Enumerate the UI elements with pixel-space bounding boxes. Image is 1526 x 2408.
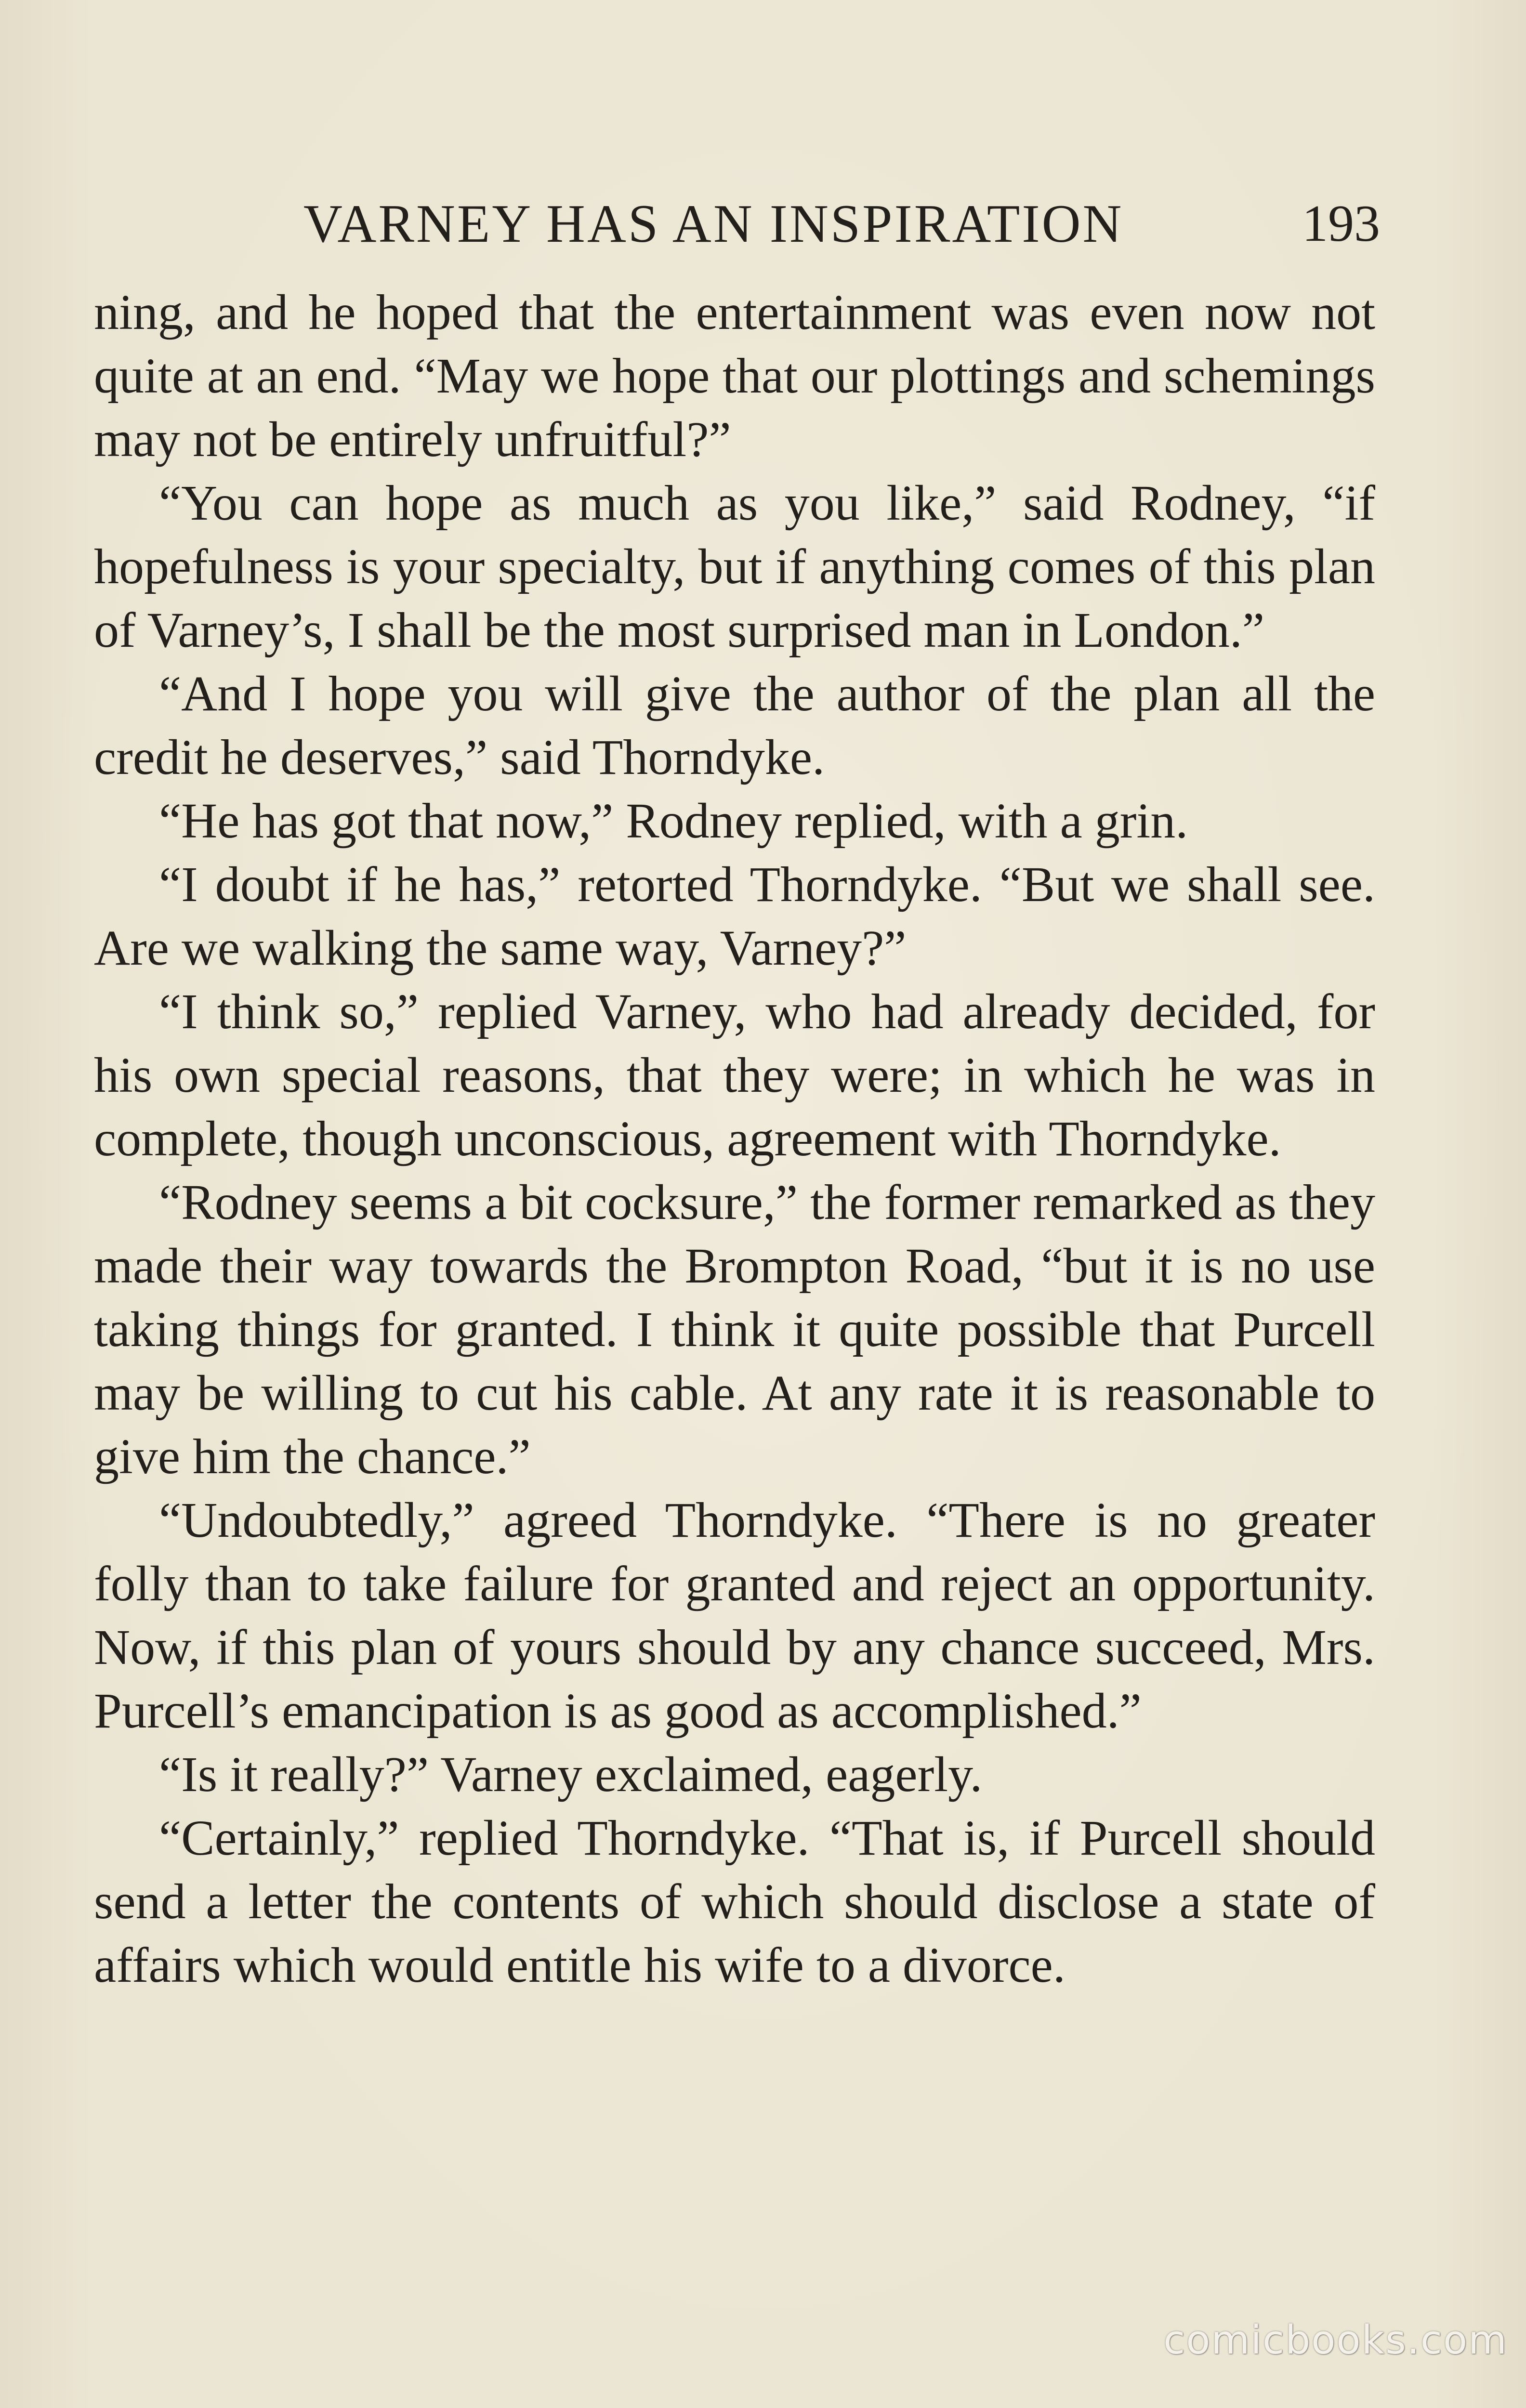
- running-head-title: VARNEY HAS AN INSPIRATION: [303, 194, 1124, 254]
- page-number: 193: [1302, 195, 1380, 252]
- site-watermark: comicbooks.com: [1163, 2317, 1508, 2363]
- paragraph: ning, and he hoped that the entertainment was even now not quite at an end. “May we hope that our plottings and schemings may not be entirely unfruitful?”: [94, 285, 1375, 467]
- paragraph: “Is it really?” Varney exclaimed, eagerly.: [159, 1747, 983, 1802]
- paragraph: “I doubt if he has,” retorted Thorndyke. “But we shall see. Are we walking the same way, Varney?”: [94, 857, 1375, 976]
- paragraph: “Rodney seems a bit cocksure,” the former remarked as they made their way towards the Brompton Road, “but it is no use taking things for granted. I think it quite possible that Purcell may be willing to cut his cable. At any rate it is reasonable to give him the chance.”: [94, 1175, 1375, 1484]
- paragraph: “I think so,” replied Varney, who had already decided, for his own special reasons, that they were; in which he was in complete, though unconscious, agreement with Thorndyke.: [94, 984, 1375, 1166]
- paragraph: “And I hope you will give the author of the plan all the credit he deserves,” said Thorndyke.: [94, 666, 1375, 785]
- paragraph: “You can hope as much as you like,” said Rodney, “if hopefulness is your specialty, but if anything comes of this plan of Varney’s, I shall be the most surprised man in London.”: [94, 475, 1375, 658]
- paragraph: “Undoubtedly,” agreed Thorndyke. “There is no greater folly than to take failure for granted and reject an opportunity. Now, if this plan of yours should by any chance succeed, Mrs. Purcell’s emancipation is as good as accomplished.”: [94, 1492, 1375, 1739]
- body-text: [94, 281, 1375, 1997]
- paragraph: “Certainly,” replied Thorndyke. “That is, if Purcell should send a letter the contents of which should disclose a state of affairs which would entitle his wife to a divorce.: [94, 1810, 1375, 1993]
- paragraph: “He has got that now,” Rodney replied, with a grin.: [159, 793, 1188, 849]
